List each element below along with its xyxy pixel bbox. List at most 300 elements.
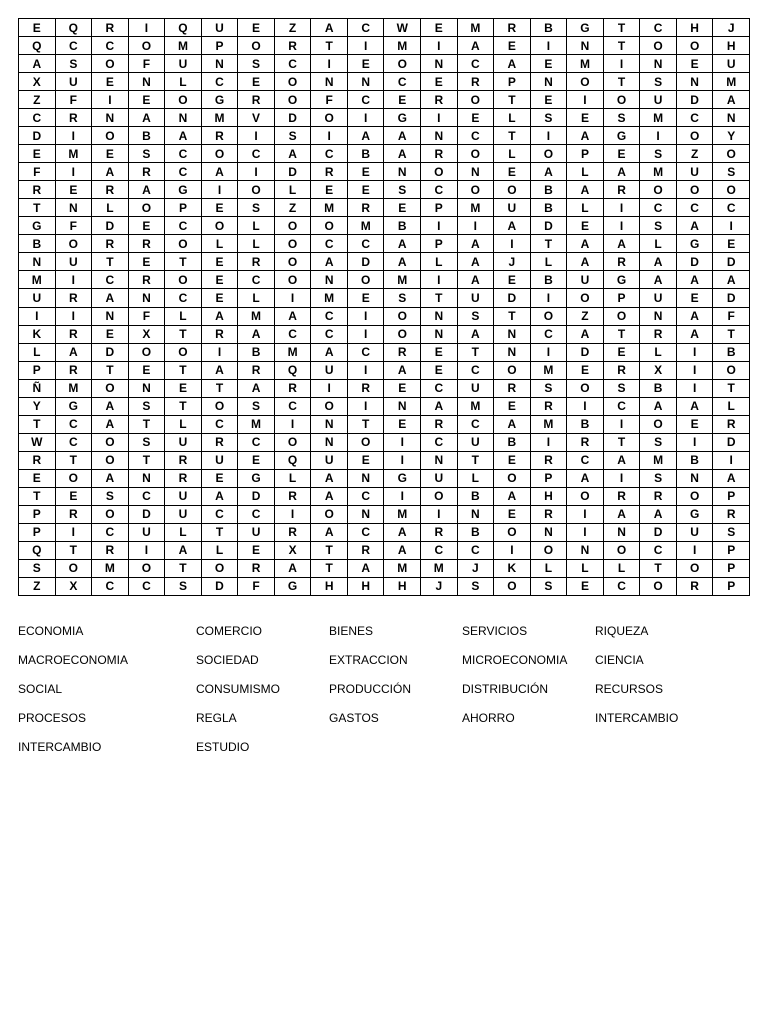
grid-cell[interactable]: E — [567, 361, 604, 379]
grid-cell[interactable]: M — [55, 379, 92, 397]
grid-cell[interactable]: E — [347, 181, 384, 199]
grid-cell[interactable]: E — [19, 145, 56, 163]
grid-cell[interactable]: A — [567, 469, 604, 487]
grid-cell[interactable]: R — [274, 487, 311, 505]
grid-cell[interactable]: I — [384, 487, 421, 505]
grid-cell[interactable]: R — [603, 487, 640, 505]
grid-cell[interactable]: T — [421, 289, 458, 307]
grid-cell[interactable]: A — [676, 325, 713, 343]
grid-cell[interactable]: I — [603, 199, 640, 217]
grid-cell[interactable]: O — [384, 55, 421, 73]
grid-cell[interactable]: D — [92, 217, 129, 235]
grid-cell[interactable]: L — [238, 217, 275, 235]
grid-cell[interactable]: N — [421, 55, 458, 73]
grid-cell[interactable]: L — [165, 523, 202, 541]
grid-cell[interactable]: B — [457, 523, 494, 541]
grid-cell[interactable]: Q — [274, 451, 311, 469]
grid-cell[interactable]: W — [19, 433, 56, 451]
grid-cell[interactable]: A — [603, 451, 640, 469]
grid-cell[interactable]: D — [19, 127, 56, 145]
grid-cell[interactable]: R — [713, 505, 750, 523]
grid-cell[interactable]: A — [201, 487, 238, 505]
grid-cell[interactable]: M — [713, 73, 750, 91]
grid-cell[interactable]: R — [457, 73, 494, 91]
grid-cell[interactable]: I — [347, 109, 384, 127]
grid-cell[interactable]: C — [676, 109, 713, 127]
grid-cell[interactable]: E — [19, 19, 56, 37]
grid-cell[interactable]: N — [567, 37, 604, 55]
grid-cell[interactable]: R — [494, 379, 531, 397]
grid-cell[interactable]: O — [92, 127, 129, 145]
grid-cell[interactable]: E — [494, 37, 531, 55]
grid-cell[interactable]: R — [603, 181, 640, 199]
grid-cell[interactable]: R — [92, 541, 129, 559]
grid-cell[interactable]: U — [19, 289, 56, 307]
grid-cell[interactable]: I — [347, 397, 384, 415]
grid-cell[interactable]: C — [238, 145, 275, 163]
grid-cell[interactable]: O — [201, 217, 238, 235]
grid-cell[interactable]: R — [92, 19, 129, 37]
grid-cell[interactable]: L — [92, 199, 129, 217]
grid-cell[interactable]: C — [311, 325, 348, 343]
grid-cell[interactable]: L — [238, 289, 275, 307]
grid-cell[interactable]: P — [713, 541, 750, 559]
grid-cell[interactable]: U — [201, 19, 238, 37]
grid-cell[interactable]: R — [347, 199, 384, 217]
grid-cell[interactable]: I — [201, 181, 238, 199]
grid-cell[interactable]: A — [676, 217, 713, 235]
grid-cell[interactable]: J — [421, 577, 458, 595]
grid-cell[interactable]: J — [713, 19, 750, 37]
grid-cell[interactable]: C — [238, 271, 275, 289]
grid-cell[interactable]: S — [457, 307, 494, 325]
grid-cell[interactable]: A — [165, 127, 202, 145]
grid-cell[interactable]: E — [128, 217, 165, 235]
grid-cell[interactable]: R — [713, 415, 750, 433]
grid-cell[interactable]: N — [530, 73, 567, 91]
grid-cell[interactable]: T — [128, 415, 165, 433]
grid-cell[interactable]: K — [19, 325, 56, 343]
grid-cell[interactable]: A — [238, 379, 275, 397]
grid-cell[interactable]: R — [165, 469, 202, 487]
grid-cell[interactable]: I — [676, 361, 713, 379]
grid-cell[interactable]: M — [384, 505, 421, 523]
grid-cell[interactable]: L — [165, 415, 202, 433]
grid-cell[interactable]: D — [567, 343, 604, 361]
grid-cell[interactable]: I — [55, 523, 92, 541]
grid-cell[interactable]: N — [421, 325, 458, 343]
grid-cell[interactable]: E — [238, 541, 275, 559]
grid-cell[interactable]: S — [457, 577, 494, 595]
grid-cell[interactable]: M — [274, 343, 311, 361]
grid-cell[interactable]: O — [92, 433, 129, 451]
grid-cell[interactable]: L — [494, 109, 531, 127]
grid-cell[interactable]: A — [92, 469, 129, 487]
grid-cell[interactable]: I — [421, 271, 458, 289]
grid-cell[interactable]: U — [311, 361, 348, 379]
grid-cell[interactable]: B — [494, 433, 531, 451]
grid-cell[interactable]: H — [347, 577, 384, 595]
grid-cell[interactable]: G — [384, 109, 421, 127]
grid-cell[interactable]: A — [92, 415, 129, 433]
grid-cell[interactable]: A — [165, 541, 202, 559]
grid-cell[interactable]: P — [713, 577, 750, 595]
grid-cell[interactable]: I — [55, 127, 92, 145]
grid-cell[interactable]: A — [384, 523, 421, 541]
grid-cell[interactable]: O — [494, 469, 531, 487]
grid-cell[interactable]: S — [713, 523, 750, 541]
grid-cell[interactable]: O — [274, 235, 311, 253]
grid-cell[interactable]: R — [55, 505, 92, 523]
grid-cell[interactable]: I — [238, 127, 275, 145]
grid-cell[interactable]: G — [676, 235, 713, 253]
grid-cell[interactable]: M — [567, 55, 604, 73]
grid-cell[interactable]: I — [238, 163, 275, 181]
grid-cell[interactable]: A — [457, 235, 494, 253]
grid-cell[interactable]: N — [128, 379, 165, 397]
grid-cell[interactable]: M — [384, 271, 421, 289]
grid-cell[interactable]: E — [384, 379, 421, 397]
grid-cell[interactable]: M — [55, 145, 92, 163]
grid-cell[interactable]: I — [676, 343, 713, 361]
grid-cell[interactable]: R — [530, 451, 567, 469]
grid-cell[interactable]: T — [165, 361, 202, 379]
grid-cell[interactable]: L — [530, 559, 567, 577]
grid-cell[interactable]: F — [238, 577, 275, 595]
grid-cell[interactable]: C — [347, 523, 384, 541]
grid-cell[interactable]: C — [603, 397, 640, 415]
grid-cell[interactable]: O — [311, 505, 348, 523]
grid-cell[interactable]: T — [603, 433, 640, 451]
grid-cell[interactable]: C — [274, 325, 311, 343]
grid-cell[interactable]: C — [530, 325, 567, 343]
grid-cell[interactable]: U — [165, 487, 202, 505]
grid-cell[interactable]: H — [530, 487, 567, 505]
grid-cell[interactable]: S — [530, 379, 567, 397]
grid-cell[interactable]: A — [640, 397, 677, 415]
grid-cell[interactable]: U — [713, 55, 750, 73]
grid-cell[interactable]: D — [713, 253, 750, 271]
grid-cell[interactable]: I — [530, 433, 567, 451]
grid-cell[interactable]: C — [311, 145, 348, 163]
grid-cell[interactable]: A — [347, 559, 384, 577]
grid-cell[interactable]: E — [421, 343, 458, 361]
grid-cell[interactable]: O — [713, 145, 750, 163]
grid-cell[interactable]: I — [603, 217, 640, 235]
grid-cell[interactable]: S — [640, 73, 677, 91]
grid-cell[interactable]: R — [238, 361, 275, 379]
grid-cell[interactable]: R — [603, 361, 640, 379]
grid-cell[interactable]: I — [713, 217, 750, 235]
grid-cell[interactable]: O — [311, 397, 348, 415]
grid-cell[interactable]: E — [421, 361, 458, 379]
grid-cell[interactable]: D — [128, 505, 165, 523]
grid-cell[interactable]: O — [530, 541, 567, 559]
grid-cell[interactable]: R — [421, 415, 458, 433]
grid-cell[interactable]: I — [55, 307, 92, 325]
grid-cell[interactable]: G — [274, 577, 311, 595]
grid-cell[interactable]: N — [55, 199, 92, 217]
grid-cell[interactable]: D — [238, 487, 275, 505]
grid-cell[interactable]: M — [311, 199, 348, 217]
grid-cell[interactable]: N — [201, 55, 238, 73]
grid-cell[interactable]: A — [676, 307, 713, 325]
grid-cell[interactable]: Z — [274, 199, 311, 217]
grid-cell[interactable]: T — [494, 91, 531, 109]
grid-cell[interactable]: C — [201, 73, 238, 91]
grid-cell[interactable]: O — [640, 37, 677, 55]
grid-cell[interactable]: A — [457, 325, 494, 343]
grid-cell[interactable]: L — [530, 253, 567, 271]
grid-cell[interactable]: R — [421, 91, 458, 109]
grid-cell[interactable]: T — [19, 487, 56, 505]
grid-cell[interactable]: T — [347, 415, 384, 433]
grid-cell[interactable]: R — [19, 451, 56, 469]
grid-cell[interactable]: O — [165, 91, 202, 109]
grid-cell[interactable]: A — [640, 271, 677, 289]
grid-cell[interactable]: O — [238, 37, 275, 55]
grid-cell[interactable]: O — [274, 271, 311, 289]
grid-cell[interactable]: C — [165, 145, 202, 163]
grid-cell[interactable]: R — [128, 163, 165, 181]
grid-cell[interactable]: S — [238, 397, 275, 415]
grid-cell[interactable]: U — [640, 289, 677, 307]
grid-cell[interactable]: O — [567, 289, 604, 307]
grid-cell[interactable]: A — [603, 235, 640, 253]
grid-cell[interactable]: N — [676, 469, 713, 487]
grid-cell[interactable]: R — [55, 289, 92, 307]
grid-cell[interactable]: B — [640, 379, 677, 397]
grid-cell[interactable]: L — [457, 469, 494, 487]
grid-cell[interactable]: O — [274, 91, 311, 109]
grid-cell[interactable]: A — [640, 253, 677, 271]
grid-cell[interactable]: A — [19, 55, 56, 73]
grid-cell[interactable]: E — [384, 91, 421, 109]
grid-cell[interactable]: I — [274, 289, 311, 307]
grid-cell[interactable]: I — [311, 55, 348, 73]
grid-cell[interactable]: N — [567, 541, 604, 559]
grid-cell[interactable]: D — [676, 253, 713, 271]
grid-cell[interactable]: D — [676, 91, 713, 109]
grid-cell[interactable]: E — [55, 181, 92, 199]
grid-cell[interactable]: O — [421, 163, 458, 181]
grid-cell[interactable]: R — [421, 145, 458, 163]
grid-cell[interactable]: O — [55, 235, 92, 253]
grid-cell[interactable]: O — [713, 361, 750, 379]
grid-cell[interactable]: U — [676, 163, 713, 181]
grid-cell[interactable]: G — [567, 19, 604, 37]
grid-cell[interactable]: T — [640, 559, 677, 577]
grid-cell[interactable]: R — [311, 163, 348, 181]
grid-cell[interactable]: O — [494, 577, 531, 595]
grid-cell[interactable]: O — [128, 343, 165, 361]
grid-cell[interactable]: E — [201, 199, 238, 217]
grid-cell[interactable]: A — [713, 271, 750, 289]
grid-cell[interactable]: A — [603, 163, 640, 181]
grid-cell[interactable]: C — [165, 217, 202, 235]
grid-cell[interactable]: L — [713, 397, 750, 415]
grid-cell[interactable]: N — [421, 451, 458, 469]
grid-cell[interactable]: D — [274, 109, 311, 127]
grid-cell[interactable]: C — [421, 379, 458, 397]
grid-cell[interactable]: A — [494, 415, 531, 433]
grid-cell[interactable]: A — [55, 343, 92, 361]
grid-cell[interactable]: U — [457, 433, 494, 451]
grid-cell[interactable]: S — [55, 55, 92, 73]
grid-cell[interactable]: M — [238, 307, 275, 325]
grid-cell[interactable]: C — [457, 55, 494, 73]
grid-cell[interactable]: I — [274, 505, 311, 523]
grid-cell[interactable]: C — [713, 199, 750, 217]
grid-cell[interactable]: N — [128, 289, 165, 307]
grid-cell[interactable]: T — [128, 451, 165, 469]
grid-cell[interactable]: O — [640, 577, 677, 595]
grid-cell[interactable]: O — [530, 145, 567, 163]
grid-cell[interactable]: L — [640, 235, 677, 253]
grid-cell[interactable]: B — [530, 271, 567, 289]
grid-cell[interactable]: H — [713, 37, 750, 55]
grid-cell[interactable]: B — [530, 181, 567, 199]
grid-cell[interactable]: R — [238, 559, 275, 577]
grid-cell[interactable]: E — [238, 451, 275, 469]
grid-cell[interactable]: B — [457, 487, 494, 505]
grid-cell[interactable]: U — [421, 469, 458, 487]
grid-cell[interactable]: O — [676, 37, 713, 55]
grid-cell[interactable]: N — [19, 253, 56, 271]
grid-cell[interactable]: T — [311, 37, 348, 55]
grid-cell[interactable]: C — [128, 487, 165, 505]
grid-cell[interactable]: A — [311, 523, 348, 541]
grid-cell[interactable]: A — [421, 397, 458, 415]
grid-cell[interactable]: A — [201, 163, 238, 181]
grid-cell[interactable]: C — [347, 91, 384, 109]
grid-cell[interactable]: I — [494, 541, 531, 559]
grid-cell[interactable]: N — [92, 307, 129, 325]
grid-cell[interactable]: R — [274, 37, 311, 55]
grid-cell[interactable]: O — [603, 541, 640, 559]
grid-cell[interactable]: C — [19, 109, 56, 127]
grid-cell[interactable]: N — [640, 307, 677, 325]
grid-cell[interactable]: O — [676, 181, 713, 199]
grid-cell[interactable]: U — [165, 433, 202, 451]
grid-cell[interactable]: N — [347, 505, 384, 523]
grid-cell[interactable]: L — [274, 181, 311, 199]
grid-cell[interactable]: E — [201, 271, 238, 289]
grid-cell[interactable]: E — [238, 73, 275, 91]
grid-cell[interactable]: I — [384, 451, 421, 469]
grid-cell[interactable]: N — [421, 127, 458, 145]
grid-cell[interactable]: A — [311, 253, 348, 271]
grid-cell[interactable]: O — [713, 181, 750, 199]
grid-cell[interactable]: P — [19, 361, 56, 379]
grid-cell[interactable]: C — [55, 433, 92, 451]
grid-cell[interactable]: L — [421, 253, 458, 271]
grid-cell[interactable]: C — [347, 235, 384, 253]
grid-cell[interactable]: I — [347, 361, 384, 379]
grid-cell[interactable]: I — [603, 415, 640, 433]
grid-cell[interactable]: Z — [19, 91, 56, 109]
grid-cell[interactable]: O — [457, 91, 494, 109]
grid-cell[interactable]: N — [603, 523, 640, 541]
grid-cell[interactable]: I — [311, 379, 348, 397]
grid-cell[interactable]: N — [676, 73, 713, 91]
grid-cell[interactable]: A — [457, 37, 494, 55]
grid-cell[interactable]: O — [347, 271, 384, 289]
grid-cell[interactable]: O — [567, 487, 604, 505]
grid-cell[interactable]: L — [19, 343, 56, 361]
grid-cell[interactable]: N — [128, 73, 165, 91]
grid-cell[interactable]: S — [640, 217, 677, 235]
grid-cell[interactable]: T — [713, 379, 750, 397]
grid-cell[interactable]: O — [311, 217, 348, 235]
grid-cell[interactable]: E — [201, 253, 238, 271]
grid-cell[interactable]: E — [603, 145, 640, 163]
grid-cell[interactable]: A — [92, 289, 129, 307]
grid-cell[interactable]: A — [384, 127, 421, 145]
grid-cell[interactable]: F — [55, 217, 92, 235]
grid-cell[interactable]: A — [494, 217, 531, 235]
grid-cell[interactable]: E — [201, 469, 238, 487]
grid-cell[interactable]: I — [676, 433, 713, 451]
grid-cell[interactable]: C — [567, 451, 604, 469]
grid-cell[interactable]: A — [567, 253, 604, 271]
grid-cell[interactable]: I — [530, 289, 567, 307]
grid-cell[interactable]: C — [457, 415, 494, 433]
grid-cell[interactable]: O — [311, 109, 348, 127]
grid-cell[interactable]: S — [640, 469, 677, 487]
grid-cell[interactable]: U — [311, 451, 348, 469]
grid-cell[interactable]: R — [238, 253, 275, 271]
grid-cell[interactable]: A — [530, 163, 567, 181]
grid-cell[interactable]: X — [128, 325, 165, 343]
grid-cell[interactable]: I — [347, 37, 384, 55]
grid-cell[interactable]: O — [55, 559, 92, 577]
grid-cell[interactable]: O — [201, 145, 238, 163]
grid-cell[interactable]: U — [494, 199, 531, 217]
grid-cell[interactable]: O — [92, 505, 129, 523]
grid-cell[interactable]: C — [165, 289, 202, 307]
grid-cell[interactable]: E — [128, 253, 165, 271]
grid-cell[interactable]: B — [384, 217, 421, 235]
grid-cell[interactable]: T — [55, 541, 92, 559]
grid-cell[interactable]: O — [421, 487, 458, 505]
grid-cell[interactable]: A — [676, 397, 713, 415]
grid-cell[interactable]: N — [457, 505, 494, 523]
grid-cell[interactable]: C — [55, 37, 92, 55]
grid-cell[interactable]: M — [19, 271, 56, 289]
grid-cell[interactable]: T — [494, 127, 531, 145]
grid-cell[interactable]: C — [640, 541, 677, 559]
grid-cell[interactable]: A — [274, 145, 311, 163]
grid-cell[interactable]: E — [494, 451, 531, 469]
grid-cell[interactable]: R — [238, 91, 275, 109]
grid-cell[interactable]: I — [457, 217, 494, 235]
grid-cell[interactable]: F — [713, 307, 750, 325]
grid-cell[interactable]: N — [347, 73, 384, 91]
grid-cell[interactable]: L — [640, 343, 677, 361]
grid-cell[interactable]: X — [274, 541, 311, 559]
grid-cell[interactable]: T — [55, 451, 92, 469]
grid-cell[interactable]: U — [201, 451, 238, 469]
grid-cell[interactable]: R — [567, 433, 604, 451]
grid-cell[interactable]: M — [421, 559, 458, 577]
grid-cell[interactable]: L — [567, 199, 604, 217]
grid-cell[interactable]: P — [165, 199, 202, 217]
grid-cell[interactable]: O — [384, 325, 421, 343]
grid-cell[interactable]: E — [457, 109, 494, 127]
grid-cell[interactable]: R — [55, 325, 92, 343]
grid-cell[interactable]: I — [201, 343, 238, 361]
